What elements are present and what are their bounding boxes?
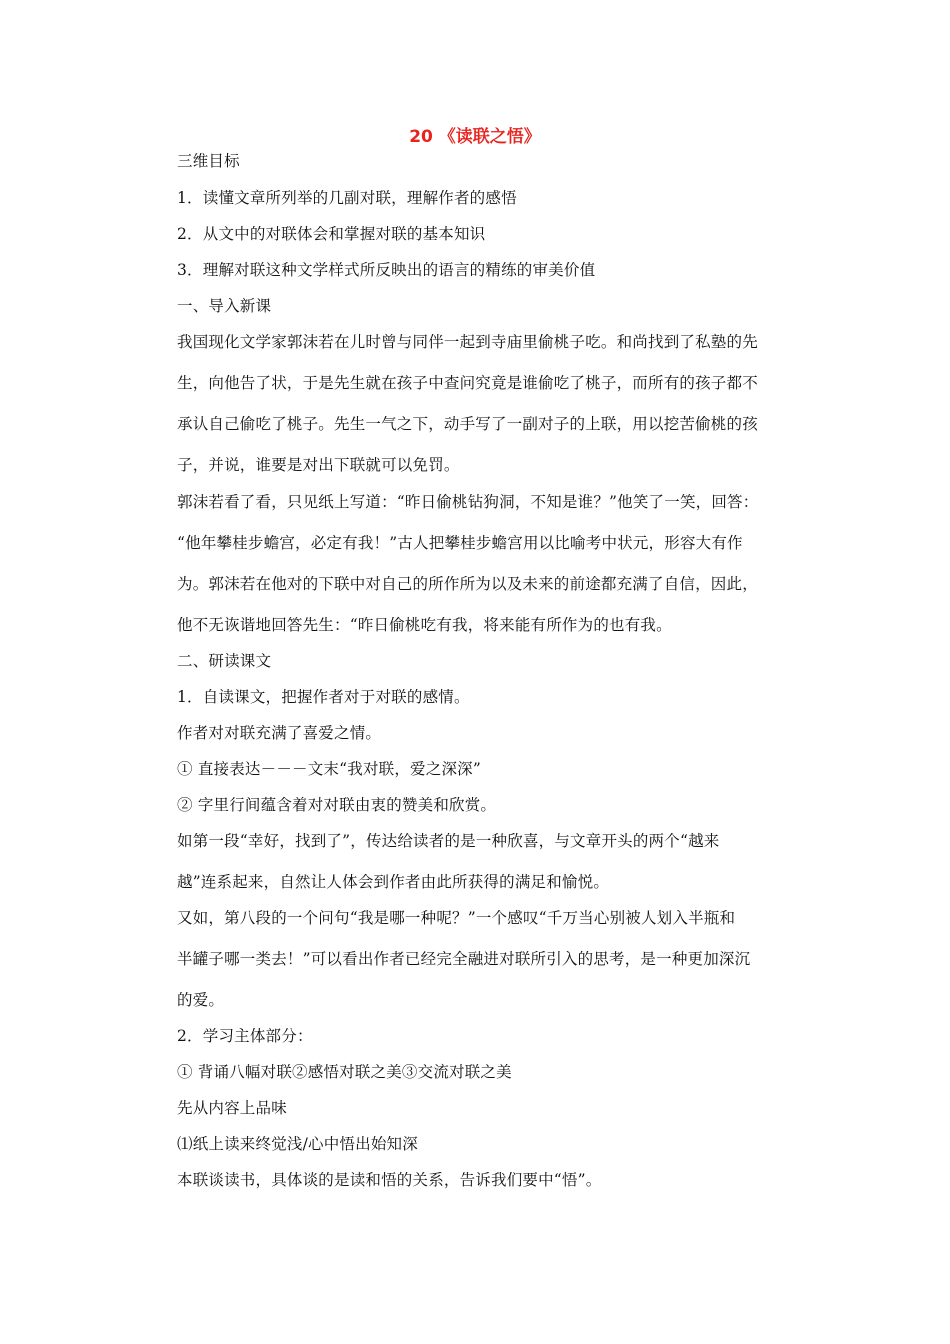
couplet-line: ⑴纸上读来终觉浅/心中悟出始知深 bbox=[177, 1135, 418, 1153]
paragraph-line: 先从内容上品味 bbox=[177, 1099, 287, 1117]
paragraph-line: 作者对对联充满了喜爱之情。 bbox=[177, 724, 382, 742]
paragraph-line: 他不无诙谐地回答先生：“昨日偷桃吃有我，将来能有所作为的也有我。 bbox=[177, 616, 672, 634]
paragraph-line: 子，并说，谁要是对出下联就可以免罚。 bbox=[177, 456, 460, 474]
section-heading-study: 二、研读课文 bbox=[177, 652, 272, 670]
section-heading-objectives: 三维目标 bbox=[177, 152, 240, 170]
paragraph-line: 郭沫若看了看，只见纸上写道：“昨日偷桃钻狗洞，不知是谁？”他笑了一笑，回答： bbox=[177, 493, 759, 511]
list-item: ① 直接表达－－－文末“我对联，爱之深深” bbox=[177, 760, 481, 778]
paragraph-line: 越”连系起来，自然让人体会到作者由此所获得的满足和愉悦。 bbox=[177, 873, 610, 891]
objective-item: 2．从文中的对联体会和掌握对联的基本知识 bbox=[177, 225, 486, 243]
paragraph-line: 我国现化文学家郭沫若在儿时曾与同伴一起到寺庙里偷桃子吃。和尚找到了私塾的先 bbox=[177, 333, 758, 351]
paragraph-line: 又如，第八段的一个问句“我是哪一种呢？”一个感叹“千万当心别被人划入半瓶和 bbox=[177, 909, 736, 927]
paragraph-line: 生，向他告了状，于是先生就在孩子中查问究竟是谁偷吃了桃子，而所有的孩子都不 bbox=[177, 374, 758, 392]
paragraph-line: 半罐子哪一类去！”可以看出作者已经完全融进对联所引入的思考，是一种更加深沉 bbox=[177, 950, 751, 968]
paragraph-line: 的爱。 bbox=[177, 991, 225, 1009]
paragraph-line: 为。郭沫若在他对的下联中对自己的所作所为以及未来的前途都充满了自信，因此， bbox=[177, 575, 758, 593]
section-heading-intro: 一、导入新课 bbox=[177, 297, 272, 315]
objective-item: 3．理解对联这种文学样式所反映出的语言的精练的审美价值 bbox=[177, 261, 596, 279]
paragraph-line: 如第一段“幸好，找到了”，传达给读者的是一种欣喜，与文章开头的两个“越来 bbox=[177, 832, 720, 850]
objective-item: 1．读懂文章所列举的几副对联，理解作者的感悟 bbox=[177, 189, 517, 207]
paragraph-line: 1．自读课文，把握作者对于对联的感情。 bbox=[177, 688, 470, 706]
paragraph-line: 承认自己偷吃了桃子。先生一气之下，动手写了一副对子的上联，用以挖苦偷桃的孩 bbox=[177, 415, 758, 433]
paragraph-line: “他年攀桂步蟾宫，必定有我！”古人把攀桂步蟾宫用以比喻考中状元，形容大有作 bbox=[177, 534, 743, 552]
paragraph-line: 本联谈读书，具体谈的是读和悟的关系，告诉我们要中“悟”。 bbox=[177, 1171, 602, 1189]
list-item: ② 字里行间蕴含着对对联由衷的赞美和欣赏。 bbox=[177, 796, 497, 814]
document-title: 20 《读联之悟》 bbox=[409, 127, 541, 147]
paragraph-line: 2．学习主体部分： bbox=[177, 1027, 313, 1045]
list-item: ① 背诵八幅对联②感悟对联之美③交流对联之美 bbox=[177, 1063, 512, 1081]
